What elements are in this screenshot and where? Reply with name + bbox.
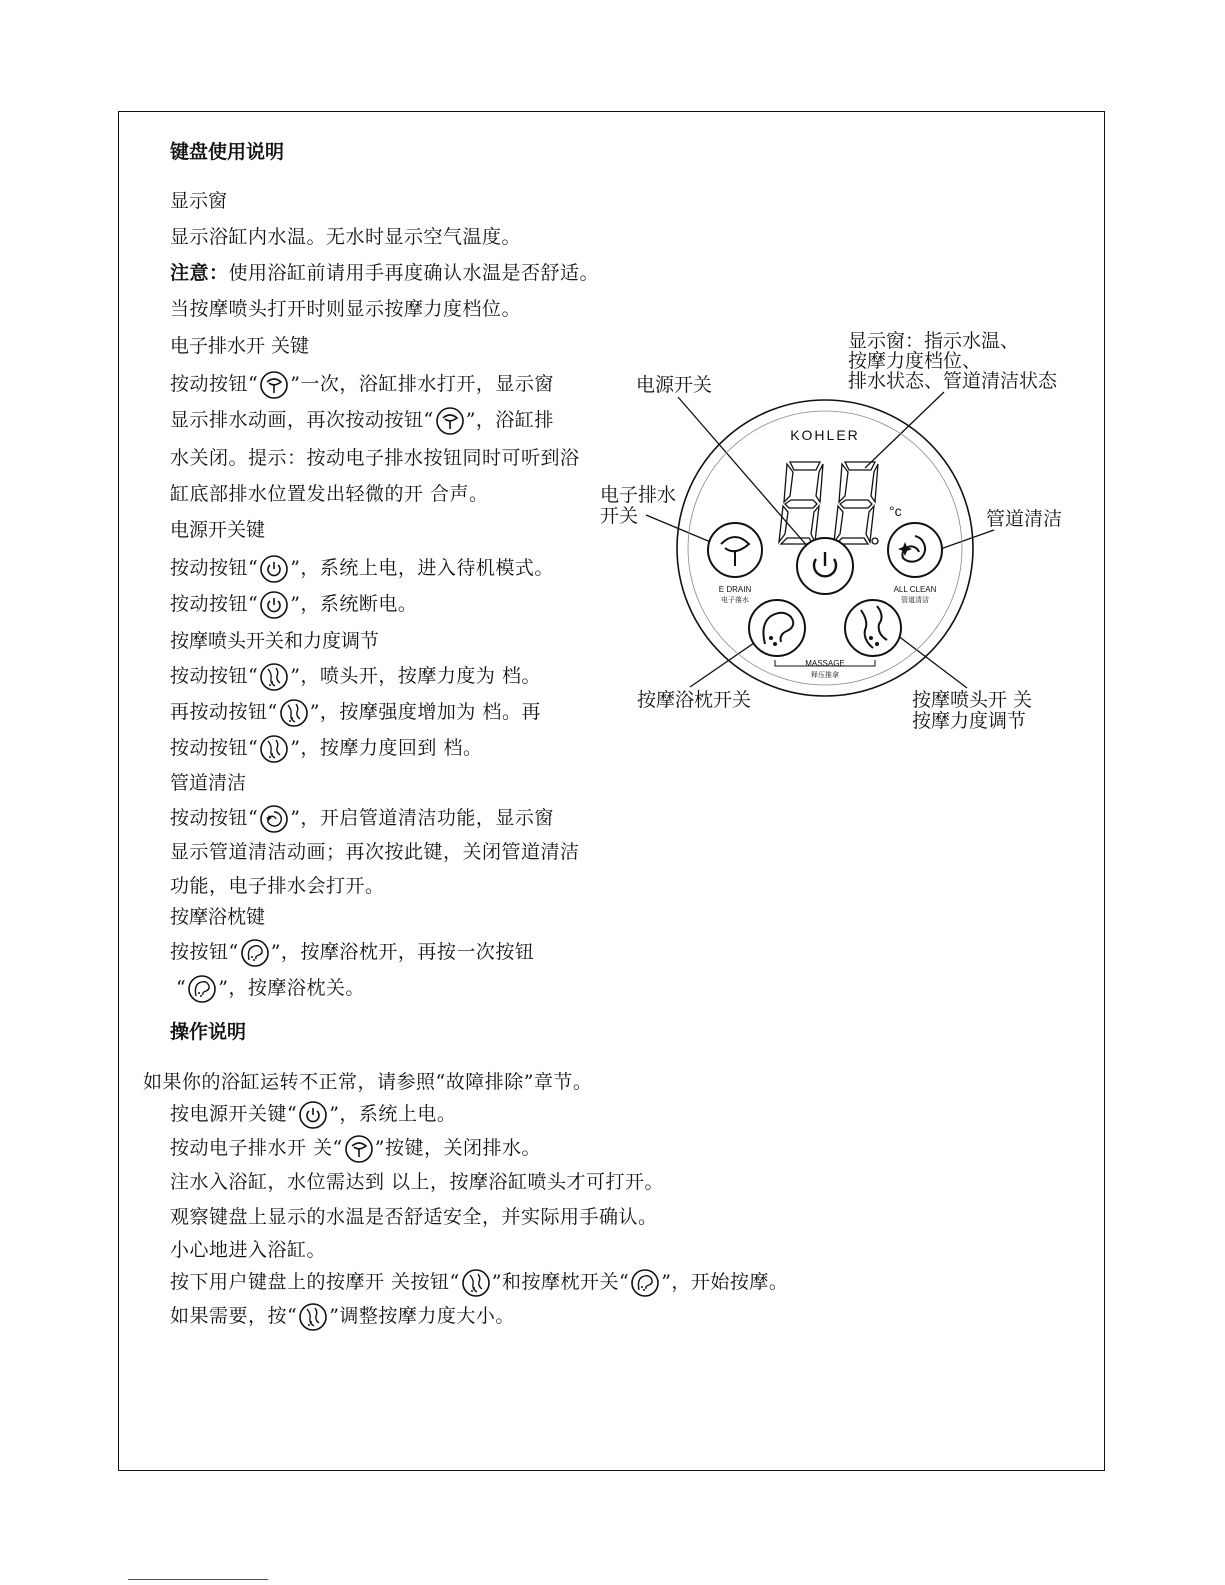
drain-line-4: 缸底部排水位置发出轻微的开 合声。 — [170, 483, 489, 505]
text: ”一次，浴缸排水打开，显示窗 — [290, 373, 554, 395]
massage-line-1 — [170, 662, 541, 692]
callout-jet-2: 按摩力度调节 — [912, 710, 1027, 732]
op-line-1 — [170, 1100, 456, 1130]
all-clean-icon — [259, 804, 289, 834]
text: 按电源开关键“ — [170, 1103, 298, 1125]
keyboard-title: 键盘使用说明 — [170, 141, 285, 163]
text: 按动按钮“ — [170, 373, 259, 395]
text: 按动按钮“ — [170, 665, 259, 687]
drain-icon — [259, 370, 289, 400]
op-line-6 — [170, 1268, 788, 1298]
drain-button[interactable] — [708, 523, 762, 577]
power-icon — [259, 554, 289, 584]
display-note — [170, 261, 599, 285]
text: ”，按摩浴枕开，再按一次按钮 — [270, 941, 535, 963]
text: ”，系统上电，进入待机模式。 — [290, 557, 554, 579]
massage-jet-icon — [461, 1268, 491, 1298]
pillow-line-1 — [170, 938, 534, 968]
text: ”按键，关闭排水。 — [374, 1137, 541, 1159]
text: 按动按钮“ — [170, 737, 259, 759]
seven-segment-display — [779, 462, 878, 544]
clean-line-3: 功能，电子排水会打开。 — [170, 875, 385, 897]
op-intro: 如果你的浴缸运转不正常，请参照“故障排除”章节。 — [143, 1071, 593, 1093]
display-desc: 显示浴缸内水温。无水时显示空气温度。 — [170, 226, 522, 248]
text: ”，开启管道清洁功能，显示窗 — [290, 807, 554, 829]
text: ”，开始按摩。 — [661, 1271, 789, 1293]
display-massage: 当按摩喷头打开时则显示按摩力度档位。 — [170, 298, 522, 320]
clean-en-label: ALL CLEAN — [893, 585, 937, 594]
pillow-icon — [187, 974, 217, 1004]
callout-power: 电源开关 — [636, 374, 713, 396]
massage-cn-label: 释压推拿 — [811, 672, 839, 679]
unit-celsius: °c — [889, 503, 902, 519]
massage-line-2 — [170, 698, 541, 728]
text: 按下用户键盘上的按摩开 关按钮“ — [170, 1271, 460, 1293]
massage-jet-icon — [298, 1302, 328, 1332]
text: 显示排水动画，再次按动按钮“ — [170, 409, 434, 431]
text: ”，喷头开，按摩力度为 档。 — [290, 665, 541, 687]
pillow-line-2 — [176, 974, 365, 1004]
text: ”，浴缸排 — [465, 409, 554, 431]
drain-line-2 — [170, 406, 554, 436]
drain-title: 电子排水开 关键 — [170, 335, 310, 357]
text: ”，系统上电。 — [329, 1103, 457, 1125]
power-line-1 — [170, 554, 554, 584]
callout-display-3: 排水状态、管道清洁状态 — [848, 370, 1058, 392]
all-clean-button[interactable] — [888, 523, 942, 577]
callout-clean: 管道清洁 — [986, 508, 1063, 530]
text: ”，按摩浴枕关。 — [218, 977, 365, 999]
massage-jet-icon — [259, 734, 289, 764]
massage-jet-button[interactable] — [845, 600, 901, 656]
pillow-icon — [240, 938, 270, 968]
callout-drain-1: 电子排水 — [600, 484, 677, 506]
op-line-3: 注水入浴缸，水位需达到 以上，按摩浴缸喷头才可打开。 — [170, 1171, 665, 1193]
callout-jet-1: 按摩喷头开 关 — [912, 689, 1033, 711]
bottom-rule — [128, 1579, 268, 1580]
text: 按动按钮“ — [170, 807, 259, 829]
drain-line-1 — [170, 370, 554, 400]
text: 按按钮“ — [170, 941, 239, 963]
op-line-4: 观察键盘上显示的水温是否舒适安全，并实际用手确认。 — [170, 1206, 658, 1228]
text: 如果需要，按“ — [170, 1305, 298, 1327]
drain-cn-label: 电子落水 — [721, 597, 749, 604]
drain-en-label: E DRAIN — [718, 585, 752, 594]
brand-logo: KOHLER — [790, 427, 860, 443]
text: ”调整按摩力度大小。 — [329, 1305, 515, 1327]
power-button[interactable] — [797, 538, 853, 594]
note-text: 使用浴缸前请用手再度确认水温是否舒适。 — [228, 262, 600, 284]
pillow-title: 按摩浴枕键 — [170, 906, 266, 928]
note-label: 注意： — [170, 262, 229, 284]
text: 按动电子排水开 关“ — [170, 1137, 343, 1159]
power-title: 电源开关键 — [170, 519, 266, 541]
pillow-button[interactable] — [749, 600, 805, 656]
massage-en-label: MASSAGE — [805, 659, 845, 668]
callout-drain-2: 开关 — [600, 505, 639, 527]
power-icon — [298, 1100, 328, 1130]
operation-title: 操作说明 — [170, 1021, 247, 1043]
massage-jet-icon — [279, 698, 309, 728]
clean-line-1 — [170, 804, 554, 834]
callout-pillow: 按摩浴枕开关 — [637, 689, 752, 711]
power-line-2 — [170, 590, 417, 620]
drain-icon — [344, 1134, 374, 1164]
massage-jet-icon — [259, 662, 289, 692]
text: ”，按摩力度回到 档。 — [290, 737, 483, 759]
callout-display-2: 按摩力度档位、 — [848, 350, 982, 372]
op-line-2 — [170, 1134, 541, 1164]
pillow-icon — [630, 1268, 660, 1298]
text: ”，按摩强度增加为 档。再 — [309, 701, 541, 723]
drain-line-3: 水关闭。提示：按动电子排水按钮同时可听到浴 — [170, 447, 580, 469]
clean-line-2: 显示管道清洁动画；再次按此键，关闭管道清洁 — [170, 841, 580, 863]
callout-display-1: 显示窗：指示水温、 — [848, 330, 1020, 352]
text: “ — [176, 977, 187, 999]
massage-title: 按摩喷头开关和力度调节 — [170, 630, 380, 652]
display-title: 显示窗 — [170, 190, 228, 212]
text: ”和按摩枕开关“ — [491, 1271, 630, 1293]
text: 再按动按钮“ — [170, 701, 278, 723]
text: ”，系统断电。 — [290, 593, 418, 615]
op-line-7 — [170, 1302, 515, 1332]
text: 按动按钮“ — [170, 557, 259, 579]
control-panel — [675, 398, 975, 698]
op-line-5: 小心地进入浴缸。 — [170, 1239, 327, 1261]
clean-cn-label: 管道清洁 — [901, 597, 929, 604]
clean-title: 管道清洁 — [170, 772, 247, 794]
text: 按动按钮“ — [170, 593, 259, 615]
drain-icon — [435, 406, 465, 436]
power-icon — [259, 590, 289, 620]
massage-line-3 — [170, 734, 482, 764]
